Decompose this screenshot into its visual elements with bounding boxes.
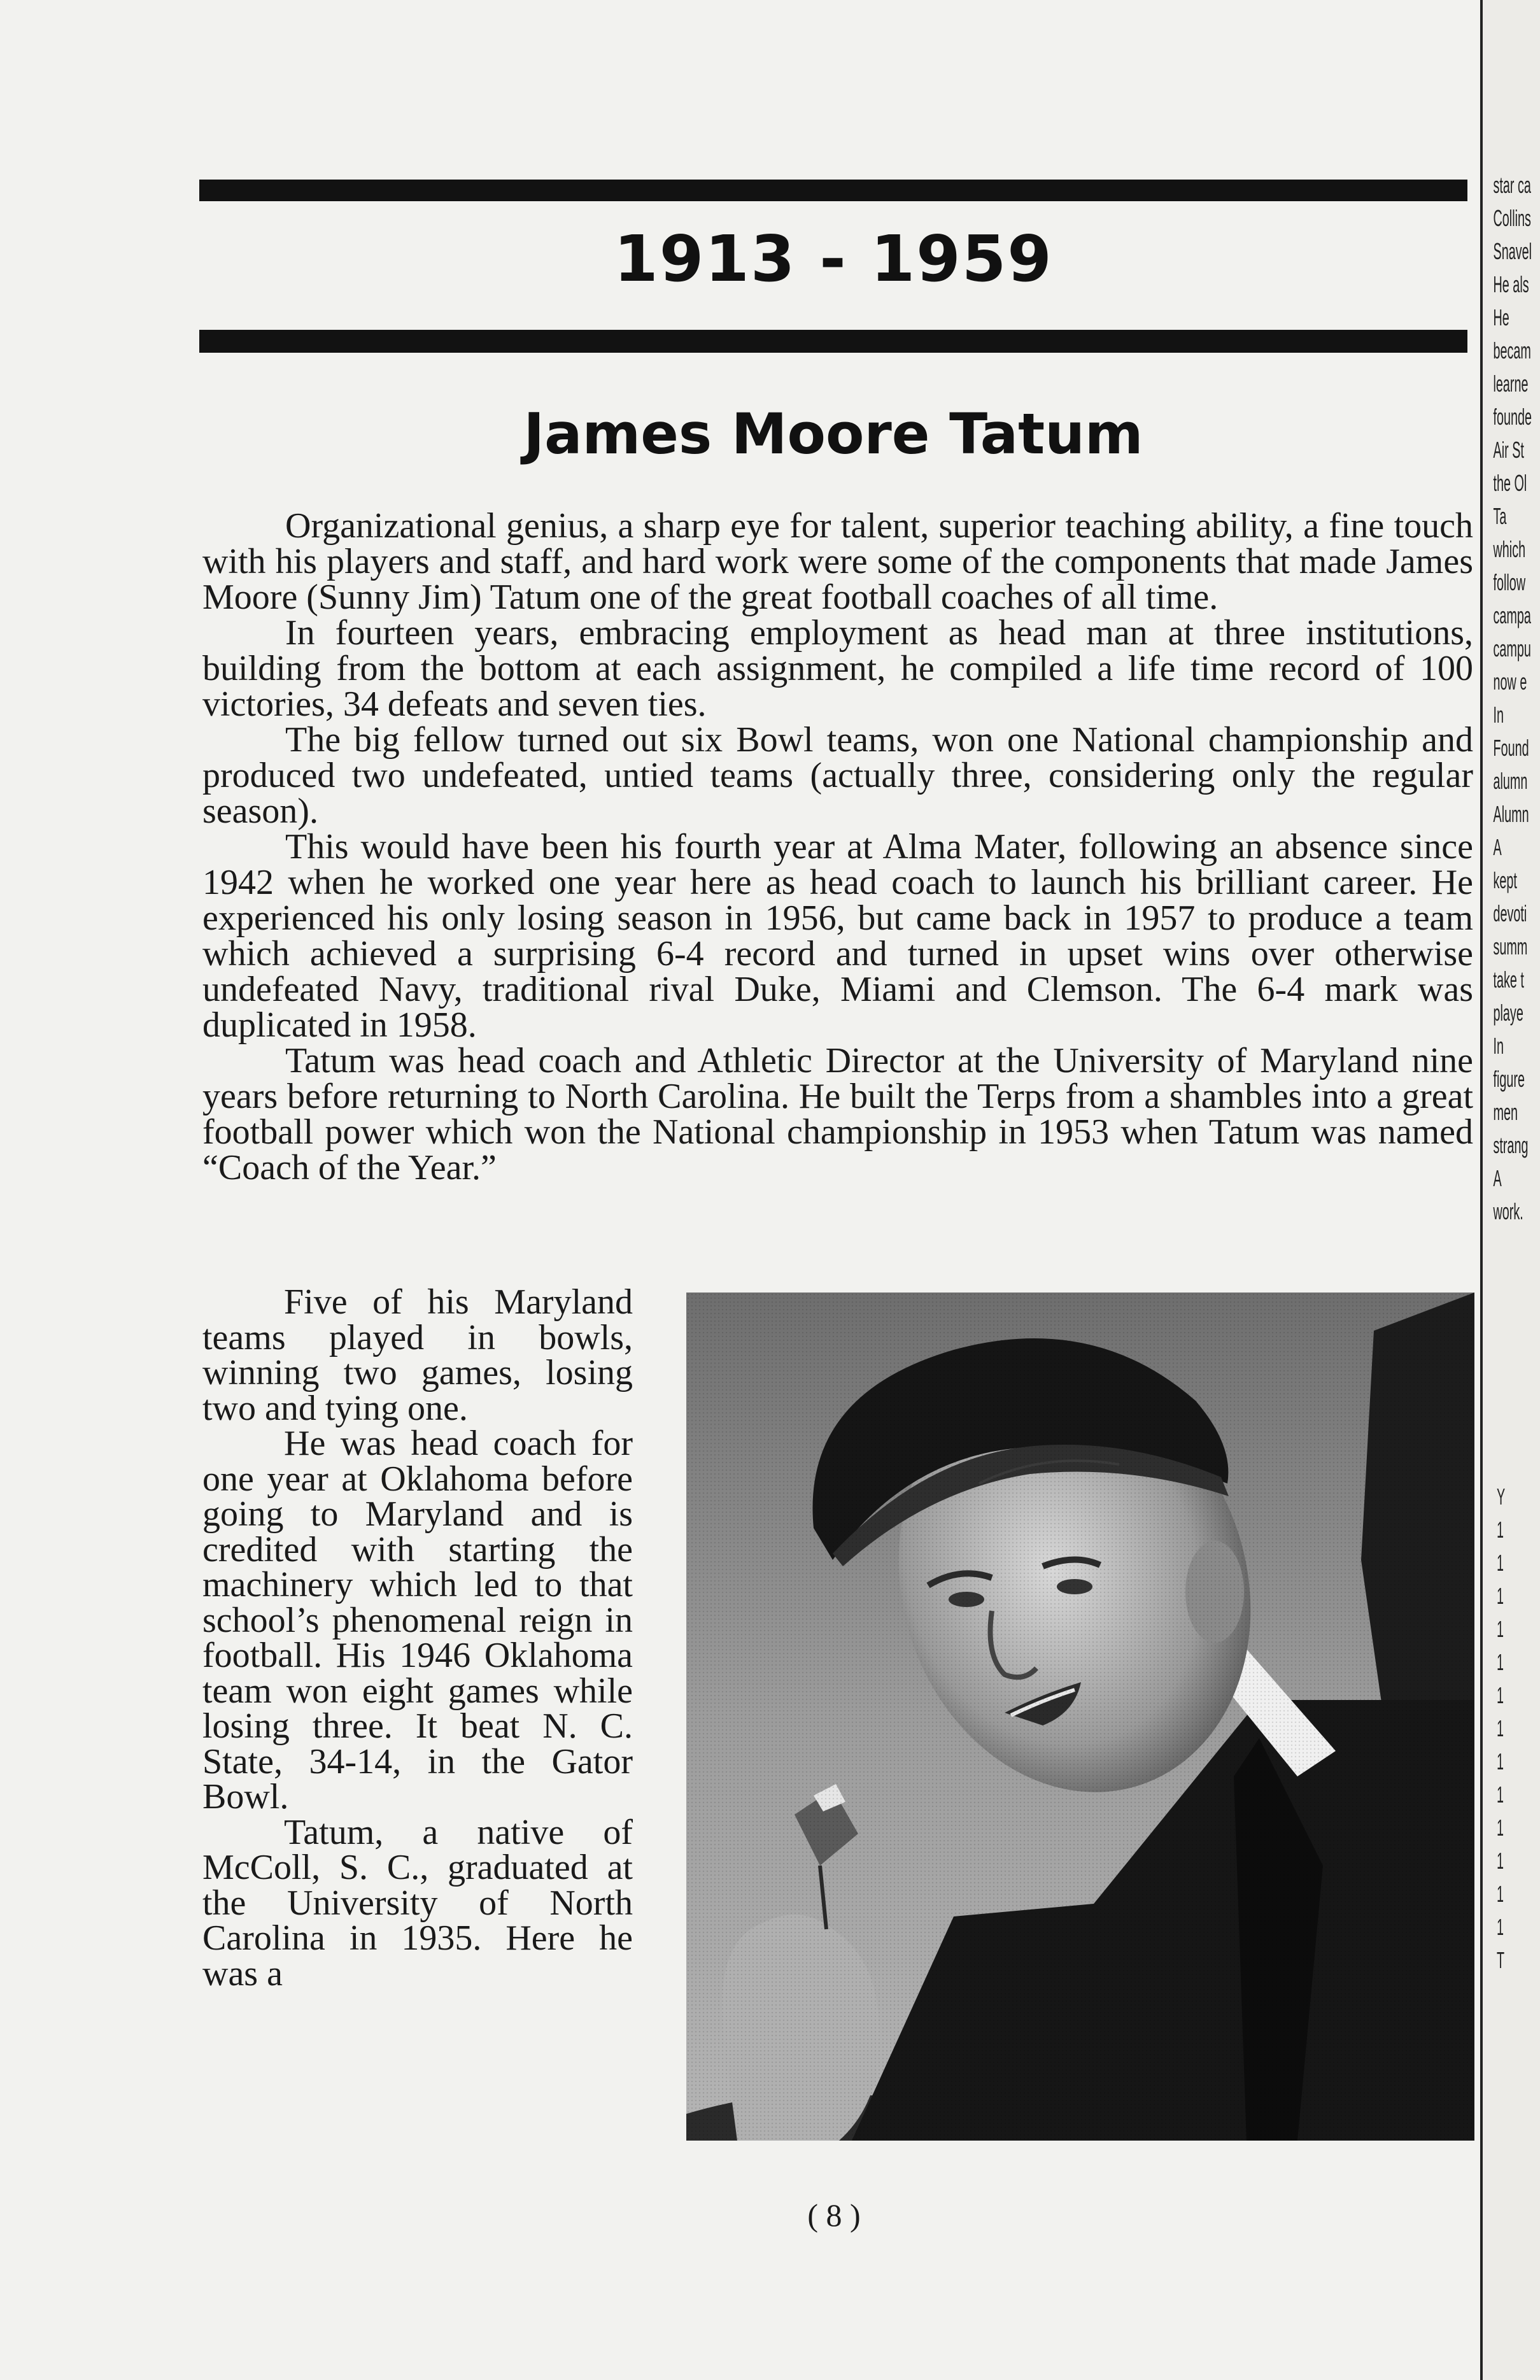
article-paragraph: Tatum, a native of McColl, S. C., graduated at the University of North Carolina in 1935. Here he was a	[202, 1812, 633, 1994]
adjacent-page-text	[1483, 172, 1540, 1231]
adjacent-line: alumn	[1493, 768, 1528, 794]
adjacent-figure: 1	[1497, 1848, 1504, 1874]
adjacent-line: A	[1493, 1165, 1502, 1191]
adjacent-line: A	[1493, 834, 1502, 860]
adjacent-line: summ	[1493, 933, 1528, 960]
adjacent-line: He	[1493, 304, 1509, 330]
adjacent-line: Found	[1493, 735, 1529, 761]
adjacent-line: work.	[1493, 1198, 1523, 1224]
adjacent-line: men	[1493, 1099, 1518, 1125]
coach-portrait-photo	[686, 1293, 1474, 2141]
article-paragraph: Tatum was head coach and Athletic Director at the University of Maryland nine years before returning to North Carolina. He built the Terps from a shambles into a great football power which won the National championship in 1953 when Tatum was named “Coach of the Year.”	[202, 1041, 1473, 1187]
article-paragraph: He was head coach for one year at Oklahoma before going to Maryland and is credited with starting the machinery which led to that school’s phenomenal reign in football. His 1946 Oklahoma team won eight games while losing three. It beat N. C. State, 34-14, in the Gator Bowl.	[202, 1424, 633, 1817]
adjacent-page-edge	[1480, 0, 1540, 2380]
adjacent-line: campu	[1493, 635, 1531, 662]
article-body-narrow-column	[202, 1282, 633, 1994]
adjacent-figure: 1	[1497, 1682, 1504, 1708]
adjacent-line: kept	[1493, 867, 1517, 893]
adjacent-line: Collins	[1493, 205, 1531, 231]
adjacent-line: which	[1493, 536, 1526, 562]
page-number: ( 8 )	[807, 2197, 861, 2233]
adjacent-line: Ta	[1493, 503, 1507, 529]
adjacent-line: learne	[1493, 371, 1529, 397]
bottom-rule	[199, 330, 1467, 353]
adjacent-line: take t	[1493, 967, 1524, 993]
adjacent-figure: 1	[1497, 1649, 1504, 1675]
adjacent-line: becam	[1493, 337, 1531, 364]
adjacent-figure: 1	[1497, 1715, 1504, 1741]
adjacent-figure: 1	[1497, 1748, 1504, 1774]
adjacent-figure: Y	[1497, 1484, 1506, 1510]
article-paragraph: In fourteen years, embracing employment as head man at three institutions, building from the bottom at each assignment, he compiled a life time record of 100 victories, 34 defeats and seven ties.	[202, 613, 1473, 724]
year-span-heading: 1913 - 1959	[614, 222, 1053, 296]
adjacent-figure: 1	[1497, 1815, 1504, 1841]
article-body-full-width	[202, 508, 1473, 1186]
adjacent-figure: 1	[1497, 1616, 1504, 1642]
adjacent-line: founde	[1493, 404, 1532, 430]
adjacent-figure: 1	[1497, 1781, 1504, 1808]
adjacent-line: star ca	[1493, 172, 1531, 198]
adjacent-line: Alumn	[1493, 801, 1529, 827]
adjacent-figure: 1	[1497, 1583, 1504, 1609]
adjacent-line: In	[1493, 1033, 1504, 1059]
adjacent-figure: 1	[1497, 1881, 1504, 1907]
top-rule	[199, 180, 1467, 201]
adjacent-page-figures	[1483, 1484, 1523, 1980]
adjacent-figure: T	[1497, 1947, 1505, 1973]
adjacent-line: the Ol	[1493, 470, 1527, 496]
article-paragraph: This would have been his fourth year at Alma Mater, following an absence since 1942 when he worked one year here as head coach to launch his brilliant career. He experienced his only losing season in 1956, but came back in 1957 to produce a team which achieved a surprising 6-4 record and turned in upset wins over otherwise undefeated Navy, traditional rival Duke, Miami and Clemson. The 6-4 mark was duplicated in 1958.	[202, 827, 1473, 1045]
article-paragraph: Organizational genius, a sharp eye for talent, superior teaching ability, a fine touch with his players and staff, and hard work were some of the components that made James Moore (Sunny Jim) Tatum one of the great football coaches of all time.	[202, 506, 1473, 617]
adjacent-figure: 1	[1497, 1914, 1504, 1940]
adjacent-line: campa	[1493, 602, 1531, 628]
adjacent-line: figure	[1493, 1066, 1525, 1092]
article-paragraph: The big fellow turned out six Bowl teams, won one National championship and produced two undefeated, untied teams (actually three, considering only the regular season).	[202, 720, 1473, 831]
adjacent-line: In	[1493, 702, 1504, 728]
adjacent-line: devoti	[1493, 900, 1527, 926]
article-paragraph: Five of his Maryland teams played in bowls, winning two games, losing two and tying one.	[202, 1282, 633, 1428]
adjacent-figure: 1	[1497, 1550, 1504, 1576]
portrait-illustration	[686, 1293, 1474, 2141]
adjacent-line: Snavel	[1493, 238, 1532, 264]
page-title: James Moore Tatum	[523, 401, 1143, 467]
adjacent-line: Air St	[1493, 437, 1524, 463]
adjacent-line: playe	[1493, 1000, 1523, 1026]
adjacent-line: strang	[1493, 1132, 1529, 1158]
adjacent-line: now e	[1493, 669, 1527, 695]
adjacent-line: follow	[1493, 569, 1526, 595]
adjacent-line: He als	[1493, 271, 1529, 297]
adjacent-figure: 1	[1497, 1517, 1504, 1543]
